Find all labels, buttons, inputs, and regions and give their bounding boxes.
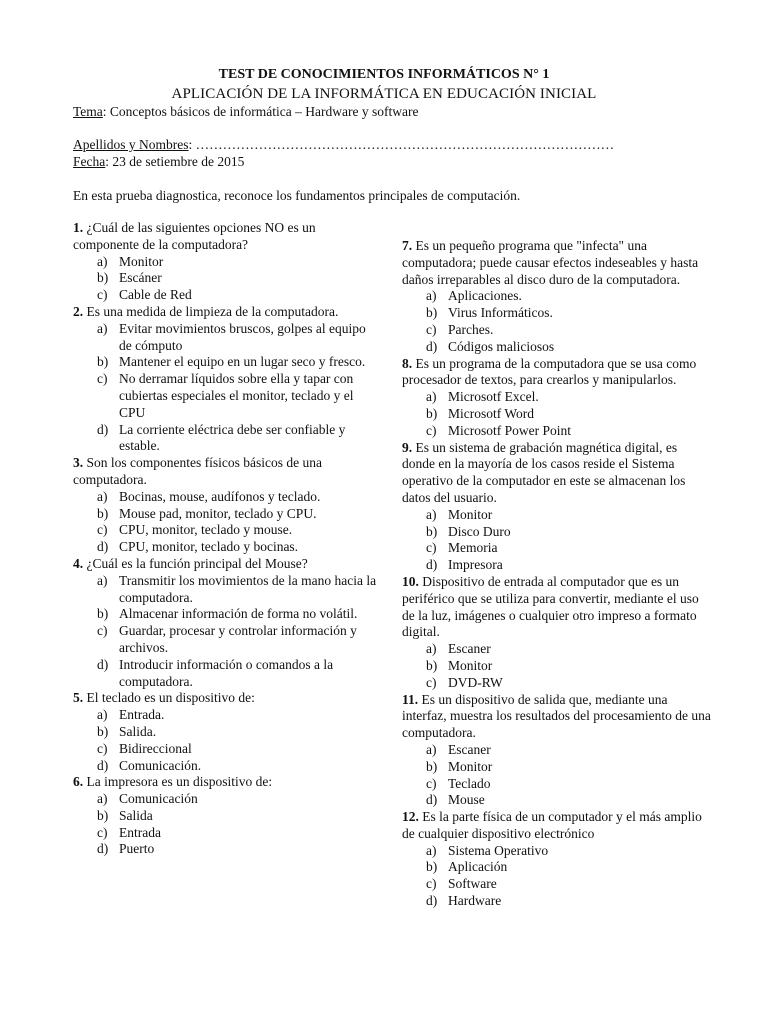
answer-option (73, 841, 378, 858)
answer-option (73, 287, 378, 304)
option-text: Monitor (448, 657, 493, 673)
question-block (73, 774, 378, 858)
option-letter: b) (97, 723, 109, 739)
option-text: Escáner (119, 270, 162, 286)
answer-option (73, 539, 378, 556)
option-text: Comunicación. (119, 757, 202, 773)
option-letter: b) (426, 405, 438, 421)
option-list (402, 641, 712, 691)
option-text: Software (448, 876, 497, 892)
answer-option (402, 288, 712, 305)
fecha-value: : 23 de setiembre de 2015 (105, 154, 245, 169)
tema-value: : Conceptos básicos de informática – Hardware y software (102, 104, 419, 119)
option-letter: b) (426, 657, 438, 673)
option-letter: b) (97, 354, 109, 370)
option-text: Evitar movimientos bruscos, golpes al equipo de cómputo (119, 320, 366, 353)
option-letter: c) (97, 824, 108, 840)
option-text: Entrada. (119, 707, 165, 723)
option-list (73, 791, 378, 858)
option-list (73, 321, 378, 455)
answer-option (402, 893, 712, 910)
option-letter: b) (97, 505, 109, 521)
answer-option (402, 742, 712, 759)
option-list (73, 489, 378, 556)
question-number: 1. (73, 220, 84, 235)
question-number: 2. (73, 303, 84, 319)
answer-option (402, 524, 712, 541)
question-number: 5. (73, 690, 84, 706)
question-block (402, 238, 712, 356)
fecha-line (73, 154, 244, 170)
option-text: Memoria (448, 540, 498, 556)
answer-option (73, 354, 378, 371)
question-number: 6. (73, 774, 84, 790)
question-prompt: El teclado es un dispositivo de: (83, 690, 255, 706)
answer-option (402, 876, 712, 893)
option-text: CPU, monitor, teclado y bocinas. (119, 539, 299, 555)
option-text: Bocinas, mouse, audífonos y teclado. (119, 488, 321, 504)
question-block (73, 304, 378, 455)
question-prompt: La impresora es un dispositivo de: (83, 774, 273, 790)
question-block (73, 455, 378, 556)
answer-option (73, 270, 378, 287)
option-text: DVD-RW (448, 674, 503, 690)
option-text: No derramar líquidos sobre ella y tapar con cubiertas especiales el monitor, teclado y el CPU (119, 371, 354, 420)
answer-option (402, 507, 712, 524)
question-text (73, 556, 378, 573)
question-prompt: Son los componentes físicos básicos de una computadora. (73, 455, 322, 487)
question-number: 9. (402, 439, 413, 455)
option-letter: a) (426, 641, 437, 657)
answer-option (73, 422, 378, 456)
option-letter: d) (97, 421, 109, 437)
option-text: Comunicación (119, 791, 198, 807)
answer-option (73, 825, 378, 842)
option-letter: a) (426, 741, 437, 757)
question-prompt: Dispositivo de entrada al computador que es un periférico que se utiliza para convertir, mediante el uso de la luz, imágenes o cualquier otro impreso a formato digital. (402, 573, 699, 640)
question-prompt: Es un dispositivo de salida que, mediante una interfaz, muestra los resultados del procesamiento de una computadora. (402, 691, 711, 741)
intro-text: En esta prueba diagnostica, reconoce los fundamentos principales de computación. (73, 188, 521, 203)
answer-option (73, 606, 378, 623)
option-text: Aplicaciones. (448, 288, 522, 304)
option-text: Sistema Operativo (448, 842, 549, 858)
answer-option (402, 843, 712, 860)
question-number: 12. (402, 809, 419, 825)
option-text: Salida (119, 807, 153, 823)
option-text: Códigos maliciosos (448, 338, 555, 354)
answer-option (73, 254, 378, 271)
option-letter: b) (426, 758, 438, 774)
option-letter: a) (97, 572, 108, 588)
question-prompt: Es una medida de limpieza de la computadora. (83, 303, 339, 319)
question-number: 7. (402, 238, 413, 253)
question-text (402, 692, 712, 742)
question-prompt: Es la parte física de un computador y el más amplio de cualquier dispositivo electrónico (402, 809, 702, 841)
question-block (402, 440, 712, 574)
answer-option (73, 371, 378, 421)
answer-option (73, 741, 378, 758)
option-text: Virus Informáticos. (448, 305, 553, 321)
question-block (73, 556, 378, 690)
option-letter: c) (426, 775, 437, 791)
option-letter: b) (97, 270, 109, 286)
answer-option (73, 724, 378, 741)
question-block (73, 690, 378, 774)
option-text: Entrada (119, 824, 161, 840)
option-text: Monitor (119, 253, 164, 269)
option-letter: c) (426, 876, 437, 892)
question-prompt: ¿Cuál es la función principal del Mouse? (83, 555, 308, 571)
option-letter: c) (97, 623, 108, 639)
question-block (73, 220, 378, 304)
question-text (402, 574, 712, 641)
question-number: 3. (73, 455, 84, 471)
option-letter: c) (97, 371, 108, 387)
option-letter: d) (426, 338, 438, 354)
option-text: Salida. (119, 723, 157, 739)
option-text: Transmitir los movimientos de la mano hacia la computadora. (119, 572, 377, 605)
option-text: Impresora (448, 557, 503, 573)
option-letter: c) (426, 321, 437, 337)
question-block (402, 574, 712, 692)
option-text: Aplicación (448, 859, 508, 875)
question-prompt: Es un sistema de grabación magnética digital, es donde en la mayoría de los casos reside el Sistema operativo de la computador en este se almacenan los datos del usuario. (402, 439, 686, 505)
option-text: Introducir información o comandos a la computadora. (119, 656, 334, 689)
option-letter: d) (426, 893, 438, 909)
tema-line (73, 104, 418, 120)
nombres-value: : ………………………………………………………………………………… (188, 137, 615, 152)
question-block (402, 692, 712, 810)
option-list (73, 707, 378, 774)
answer-option (402, 641, 712, 658)
question-text (73, 220, 378, 254)
document-title: TEST DE CONOCIMIENTOS INFORMÁTICOS N° 1 (218, 67, 550, 82)
option-text: Escaner (448, 641, 491, 657)
question-number: 4. (73, 555, 84, 571)
option-letter: d) (97, 757, 109, 773)
answer-option (402, 658, 712, 675)
answer-option (73, 791, 378, 808)
answer-option (73, 573, 378, 607)
option-letter: a) (426, 389, 437, 405)
answer-option (73, 758, 378, 775)
option-letter: c) (426, 674, 437, 690)
option-letter: b) (97, 606, 109, 622)
option-text: Parches. (448, 321, 494, 337)
answer-option (402, 406, 712, 423)
option-letter: d) (97, 841, 109, 857)
option-text: Puerto (119, 841, 155, 857)
option-letter: c) (426, 422, 437, 438)
option-list (402, 507, 712, 574)
question-text (402, 238, 712, 288)
option-text: Monitor (448, 506, 493, 522)
option-letter: b) (426, 305, 438, 321)
question-block (402, 356, 712, 440)
option-text: Guardar, procesar y controlar información y archivos. (119, 623, 357, 655)
option-text: Monitor (448, 758, 493, 774)
option-letter: a) (97, 707, 108, 723)
question-prompt: Es un programa de la computadora que se usa como procesador de textos, para crearlos y manipularlos. (402, 355, 697, 388)
option-letter: a) (97, 253, 108, 269)
option-letter: a) (97, 320, 108, 336)
answer-option (73, 657, 378, 691)
option-text: Mantener el equipo en un lugar seco y fresco. (119, 354, 366, 370)
option-text: Hardware (448, 893, 502, 909)
option-letter: c) (97, 740, 108, 756)
question-prompt: ¿Cuál de las siguientes opciones NO es un componente de la computadora? (73, 220, 316, 252)
option-text: Mouse (448, 792, 485, 808)
questions-left-column (73, 220, 378, 858)
question-number: 11. (402, 691, 419, 707)
option-list (73, 573, 378, 691)
question-number: 8. (402, 355, 413, 371)
option-text: Mouse pad, monitor, teclado y CPU. (119, 505, 317, 521)
option-text: Microsotf Excel. (448, 389, 539, 405)
answer-option (73, 707, 378, 724)
option-letter: b) (426, 859, 438, 875)
question-block (402, 809, 712, 910)
answer-option (402, 557, 712, 574)
answer-option (402, 305, 712, 322)
answer-option (402, 322, 712, 339)
tema-label: Tema (73, 104, 103, 119)
option-list (73, 254, 378, 304)
answer-option (402, 339, 712, 356)
question-prompt: Es un pequeño programa que "infecta" una computadora; puede causar efectos indeseables y hasta daños irreparables al disco duro de la computadora. (402, 238, 699, 287)
option-text: Bidireccional (119, 740, 192, 756)
answer-option (402, 389, 712, 406)
answer-option (73, 321, 378, 355)
question-text (73, 455, 378, 489)
option-letter: d) (97, 539, 109, 555)
question-text (402, 809, 712, 843)
question-text (402, 440, 712, 507)
nombres-label: Apellidos y Nombres (73, 137, 189, 152)
question-number: 10. (402, 573, 419, 589)
option-text: Microsotf Power Point (448, 422, 571, 438)
answer-option (73, 808, 378, 825)
answer-option (73, 623, 378, 657)
option-letter: a) (97, 791, 108, 807)
questions-right-column (402, 238, 712, 910)
option-letter: b) (97, 807, 109, 823)
option-letter: c) (97, 287, 108, 303)
answer-option (402, 859, 712, 876)
option-text: Cable de Red (119, 287, 192, 303)
option-letter: a) (426, 506, 437, 522)
question-text (402, 356, 712, 390)
option-text: CPU, monitor, teclado y mouse. (119, 522, 293, 538)
option-text: Almacenar información de forma no volátil. (119, 606, 358, 622)
answer-option (402, 776, 712, 793)
question-text (73, 774, 378, 791)
option-letter: d) (426, 792, 438, 808)
option-text: Disco Duro (448, 523, 511, 539)
option-text: La corriente eléctrica debe ser confiable y estable. (119, 421, 346, 454)
option-letter: d) (97, 656, 109, 672)
answer-option (402, 792, 712, 809)
answer-option (402, 423, 712, 440)
answer-option (73, 522, 378, 539)
document-subtitle: APLICACIÓN DE LA INFORMÁTICA EN EDUCACIÓN INICIAL (171, 86, 597, 102)
answer-option (402, 675, 712, 692)
question-text (73, 690, 378, 707)
answer-option (73, 489, 378, 506)
question-text (73, 304, 378, 321)
option-text: Escaner (448, 741, 491, 757)
nombres-line (73, 137, 614, 153)
answer-option (402, 759, 712, 776)
option-text: Teclado (448, 775, 491, 791)
option-list (402, 742, 712, 809)
option-letter: a) (426, 842, 437, 858)
option-letter: a) (426, 288, 437, 304)
option-letter: c) (97, 522, 108, 538)
option-list (402, 288, 712, 355)
answer-option (73, 506, 378, 523)
option-list (402, 389, 712, 439)
fecha-label: Fecha (73, 154, 106, 169)
option-list (402, 843, 712, 910)
option-letter: a) (97, 488, 108, 504)
option-letter: b) (426, 523, 438, 539)
option-letter: c) (426, 540, 437, 556)
option-letter: d) (426, 557, 438, 573)
option-text: Microsotf Word (448, 405, 535, 421)
answer-option (402, 540, 712, 557)
